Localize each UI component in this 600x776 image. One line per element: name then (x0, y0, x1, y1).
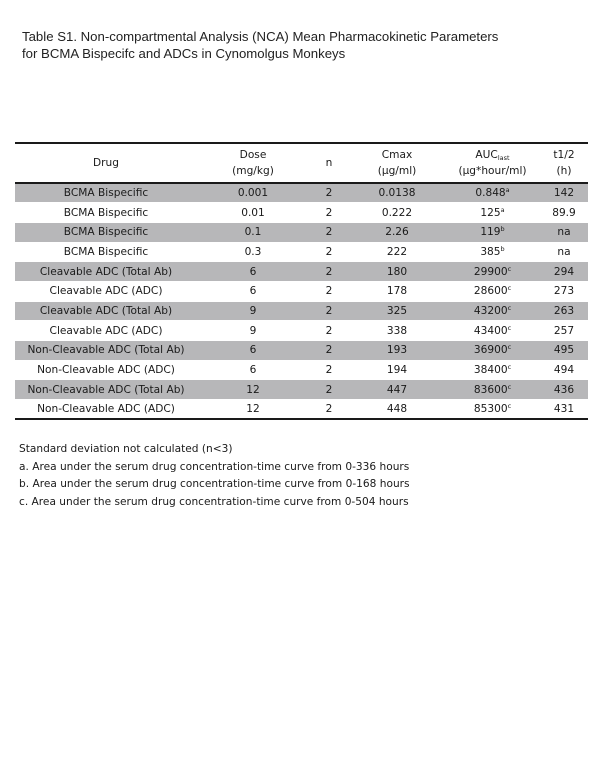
cell-cmax: 0.0138 (349, 183, 445, 203)
cell-auc: 0.848$^a$ (445, 183, 540, 203)
table-row (15, 242, 588, 262)
cell-drug: Cleavable ADC (ADC) (15, 321, 197, 341)
footnote-c: c. Area under the serum drug concentration-time curve from 0-504 hours (19, 495, 409, 508)
header-n: n (309, 143, 349, 183)
cell-dose: 0.01 (197, 203, 309, 223)
cell-t12: 436 (540, 380, 588, 400)
table-row (15, 400, 588, 420)
auc-footnote-marker: a (500, 205, 505, 214)
cell-n: 2 (309, 321, 349, 341)
cell-n: 2 (309, 380, 349, 400)
cell-n: 2 (309, 262, 349, 282)
cell-dose: 12 (197, 400, 309, 420)
cell-cmax: 447 (349, 380, 445, 400)
cell-drug: Cleavable ADC (Total Ab) (15, 262, 197, 282)
auc-subscript: last (497, 154, 510, 162)
table-title (22, 28, 582, 62)
cell-t12: 431 (540, 400, 588, 420)
cell-drug: Cleavable ADC (ADC) (15, 281, 197, 301)
cell-drug: BCMA Bispecific (15, 242, 197, 262)
cell-auc: 43200$^c$ (445, 301, 540, 321)
cell-drug: BCMA Bispecific (15, 203, 197, 223)
table-row (15, 222, 588, 242)
cell-t12: 273 (540, 281, 588, 301)
header-t12: t1/2 (h) (540, 143, 588, 183)
cell-n: 2 (309, 242, 349, 262)
cell-cmax: 2.26 (349, 222, 445, 242)
header-auc: $AUC_{last}$ (µg*hour/ml) (445, 143, 540, 183)
cell-n: 2 (309, 183, 349, 203)
cell-dose: 6 (197, 281, 309, 301)
footnote-a: a. Area under the serum drug concentration-time curve from 0-336 hours (19, 460, 410, 473)
cell-t12: 89.9 (540, 203, 588, 223)
auc-footnote-marker: c (507, 382, 512, 391)
cell-dose: 0.001 (197, 183, 309, 203)
auc-footnote-marker: c (507, 264, 512, 273)
cell-auc: 29900$^c$ (445, 262, 540, 282)
cell-t12: 257 (540, 321, 588, 341)
title-line-1: Table S1. Non-compartmental Analysis (NCA) Mean Pharmacokinetic Parameters (22, 29, 499, 44)
cell-auc: 83600$^c$ (445, 380, 540, 400)
cell-n: 2 (309, 341, 349, 361)
cell-drug: BCMA Bispecific (15, 222, 197, 242)
cell-t12: na (540, 242, 588, 262)
footnote-sd: Standard deviation not calculated (n<3) (19, 443, 233, 455)
auc-footnote-marker: c (507, 284, 512, 293)
table-row (15, 281, 588, 301)
table-body (15, 183, 588, 419)
cell-n: 2 (309, 400, 349, 420)
table-row (15, 262, 588, 282)
auc-footnote-marker: c (507, 402, 512, 411)
table-row (15, 341, 588, 361)
auc-footnote-marker: c (507, 363, 512, 372)
cell-n: 2 (309, 203, 349, 223)
cell-drug: Non-Cleavable ADC (Total Ab) (15, 380, 197, 400)
cell-n: 2 (309, 222, 349, 242)
cell-auc: 385$^b$ (445, 242, 540, 262)
cell-n: 2 (309, 281, 349, 301)
cell-dose: 0.3 (197, 242, 309, 262)
auc-footnote-marker: b (500, 244, 505, 253)
header-drug: Drug (15, 143, 197, 183)
cell-auc: 85300$^c$ (445, 400, 540, 420)
table-row (15, 203, 588, 223)
footnote-b: b. Area under the serum drug concentration-time curve from 0-168 hours (19, 478, 410, 491)
cell-drug: Cleavable ADC (Total Ab) (15, 301, 197, 321)
table-row (15, 301, 588, 321)
cell-t12: 263 (540, 301, 588, 321)
cell-t12: 495 (540, 341, 588, 361)
cell-dose: 6 (197, 262, 309, 282)
auc-footnote-marker: c (507, 303, 512, 312)
table-row (15, 360, 588, 380)
cell-cmax: 194 (349, 360, 445, 380)
table-footnotes (19, 441, 410, 511)
header-cmax: Cmax (µg/ml) (349, 143, 445, 183)
cell-cmax: 448 (349, 400, 445, 420)
table-header (15, 143, 588, 183)
cell-n: 2 (309, 360, 349, 380)
auc-footnote-marker: c (507, 343, 512, 352)
cell-auc: 43400$^c$ (445, 321, 540, 341)
auc-footnote-marker: b (500, 225, 505, 234)
auc-footnote-marker: a (505, 186, 510, 195)
cell-dose: 6 (197, 341, 309, 361)
cell-drug: BCMA Bispecific (15, 183, 197, 203)
table-row (15, 321, 588, 341)
cell-n: 2 (309, 301, 349, 321)
cell-cmax: 0.222 (349, 203, 445, 223)
cell-t12: 494 (540, 360, 588, 380)
cell-dose: 6 (197, 360, 309, 380)
cell-dose: 9 (197, 321, 309, 341)
auc-footnote-marker: c (507, 323, 512, 332)
cell-dose: 9 (197, 301, 309, 321)
pk-parameters-table (15, 142, 588, 420)
cell-cmax: 180 (349, 262, 445, 282)
cell-auc: 28600$^c$ (445, 281, 540, 301)
cell-drug: Non-Cleavable ADC (ADC) (15, 360, 197, 380)
table-row (15, 380, 588, 400)
cell-auc: 119$^b$ (445, 222, 540, 242)
cell-cmax: 325 (349, 301, 445, 321)
cell-cmax: 338 (349, 321, 445, 341)
cell-cmax: 222 (349, 242, 445, 262)
table-row (15, 183, 588, 203)
cell-auc: 38400$^c$ (445, 360, 540, 380)
header-dose: Dose (mg/kg) (197, 143, 309, 183)
cell-dose: 12 (197, 380, 309, 400)
cell-t12: 142 (540, 183, 588, 203)
cell-cmax: 178 (349, 281, 445, 301)
cell-cmax: 193 (349, 341, 445, 361)
cell-t12: na (540, 222, 588, 242)
cell-auc: 125$^a$ (445, 203, 540, 223)
cell-drug: Non-Cleavable ADC (Total Ab) (15, 341, 197, 361)
cell-t12: 294 (540, 262, 588, 282)
cell-auc: 36900$^c$ (445, 341, 540, 361)
cell-drug: Non-Cleavable ADC (ADC) (15, 400, 197, 420)
title-line-2: for BCMA Bispecifc and ADCs in Cynomolgus Monkeys (22, 46, 346, 61)
cell-dose: 0.1 (197, 222, 309, 242)
